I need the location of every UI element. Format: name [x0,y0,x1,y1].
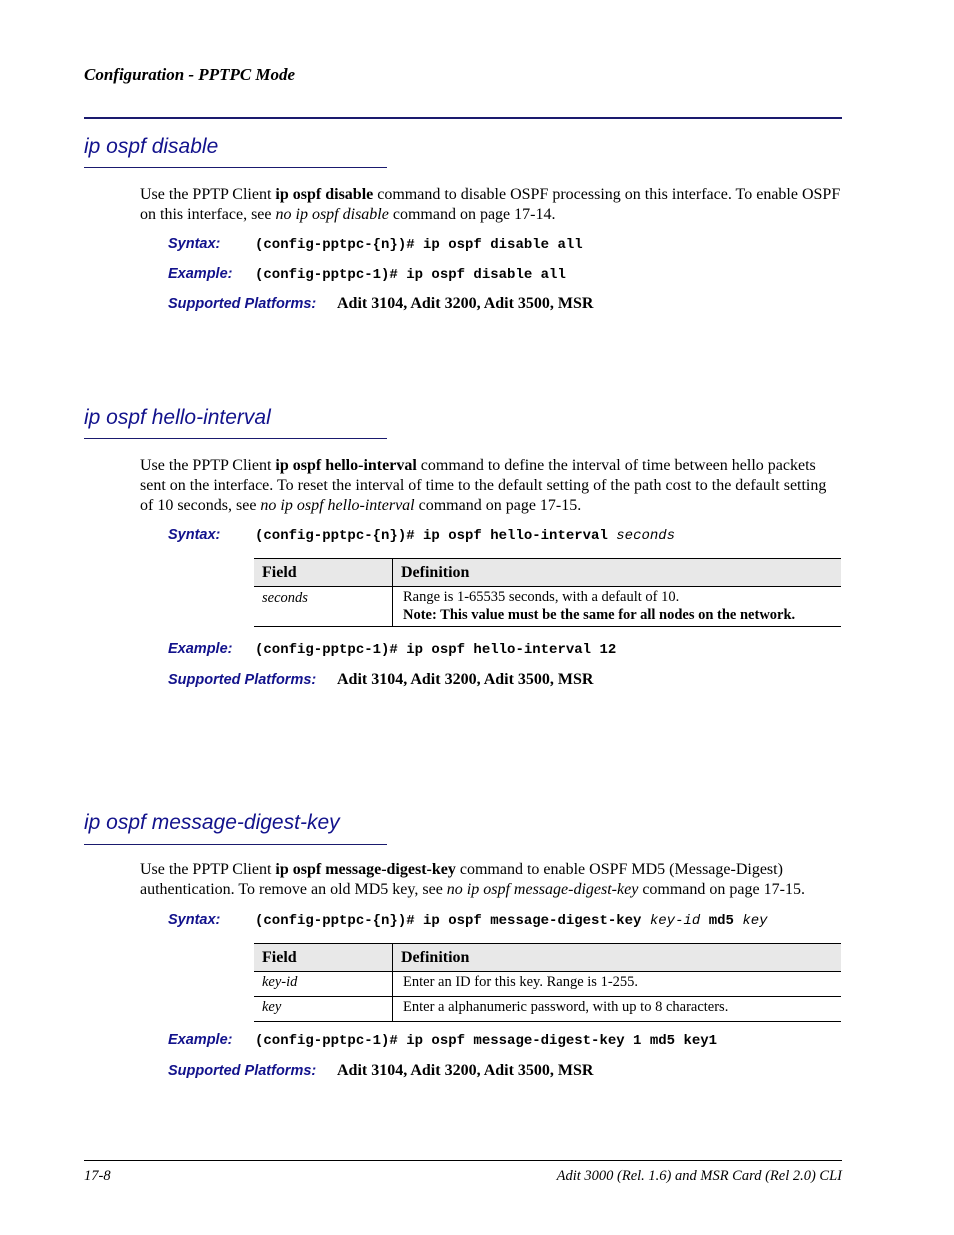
footer-doc-title: Adit 3000 (Rel. 1.6) and MSR Card (Rel 2.0) CLI [556,1168,842,1184]
syntax-label: Syntax: [168,236,221,252]
section-heading-underline [84,438,387,439]
field-definition-table [254,558,841,627]
platforms-label: Supported Platforms: [168,1063,317,1079]
section-description: Use the PPTP Client ip ospf hello-interval command to define the interval of time between hello packets sent on the interface. To reset the interval of time to the default setting of the path cost to the default setting of 10 seconds, see no ip ospf hello-interval command on page 17-15. [140,457,827,514]
platforms-list: Adit 3104, Adit 3200, Adit 3500, MSR [337,671,594,688]
table-row [254,972,841,997]
syntax-label: Syntax: [168,912,221,928]
header-divider [84,117,842,119]
section-heading-message-digest-key: ip ospf message-digest-key [84,811,340,834]
table-cell-definition: Range is 1-65535 seconds, with a default of 10. Note: This value must be the same for all nodes on the network. [393,587,842,627]
table-row [254,587,841,627]
section-heading-ospf-disable: ip ospf disable [84,135,219,158]
table-cell-field: key-id [254,972,393,997]
section-description: Use the PPTP Client ip ospf disable command to disable OSPF processing on this interface. To enable OSPF on this interface, see no ip ospf disable command on page 17-14. [140,186,841,223]
table-header-field: Field [254,559,393,587]
example-command: (config-pptpc-1)# ip ospf message-digest-key 1 md5 key1 [255,1033,718,1049]
platforms-label: Supported Platforms: [168,672,317,688]
table-header-field: Field [254,944,393,972]
table-cell-definition: Enter a alphanumeric password, with up to 8 characters. [393,997,842,1022]
table-cell-field: key [254,997,393,1022]
section-description: Use the PPTP Client ip ospf message-digest-key command to enable OSPF MD5 (Message-Digest) authentication. To remove an old MD5 key, see no ip ospf message-digest-key command on page 17-15. [140,861,805,898]
page-header-title: Configuration - PPTPC Mode [84,65,296,84]
table-cell-definition: Enter an ID for this key. Range is 1-255. [393,972,842,997]
section-heading-underline [84,844,387,845]
example-label: Example: [168,641,233,657]
platforms-list: Adit 3104, Adit 3200, Adit 3500, MSR [337,295,594,312]
table-header-definition: Definition [393,944,842,972]
footer-divider [84,1160,842,1161]
syntax-command: (config-pptpc-{n})# ip ospf hello-interval seconds [255,528,676,544]
example-label: Example: [168,1032,233,1048]
field-definition-table [254,943,841,1022]
table-cell-note: Note: This value must be the same for all nodes on the network. [403,607,796,623]
example-label: Example: [168,266,233,282]
platforms-list: Adit 3104, Adit 3200, Adit 3500, MSR [337,1062,594,1079]
section-heading-hello-interval: ip ospf hello-interval [84,406,271,429]
syntax-argument: key [742,913,768,929]
table-header-definition: Definition [393,559,842,587]
syntax-argument: key-id [649,913,701,929]
table-cell-field: seconds [254,587,393,627]
platforms-label: Supported Platforms: [168,296,317,312]
example-command: (config-pptpc-1)# ip ospf disable all [255,267,566,283]
syntax-label: Syntax: [168,527,221,543]
section-heading-underline [84,167,387,168]
syntax-command: (config-pptpc-{n})# ip ospf message-digest-key key-id md5 key [255,913,768,929]
footer-page-number: 17-8 [84,1168,111,1184]
table-row [254,997,841,1022]
syntax-argument: seconds [616,528,676,544]
example-command: (config-pptpc-1)# ip ospf hello-interval 12 [255,642,617,658]
syntax-command: (config-pptpc-{n})# ip ospf disable all [255,237,583,253]
